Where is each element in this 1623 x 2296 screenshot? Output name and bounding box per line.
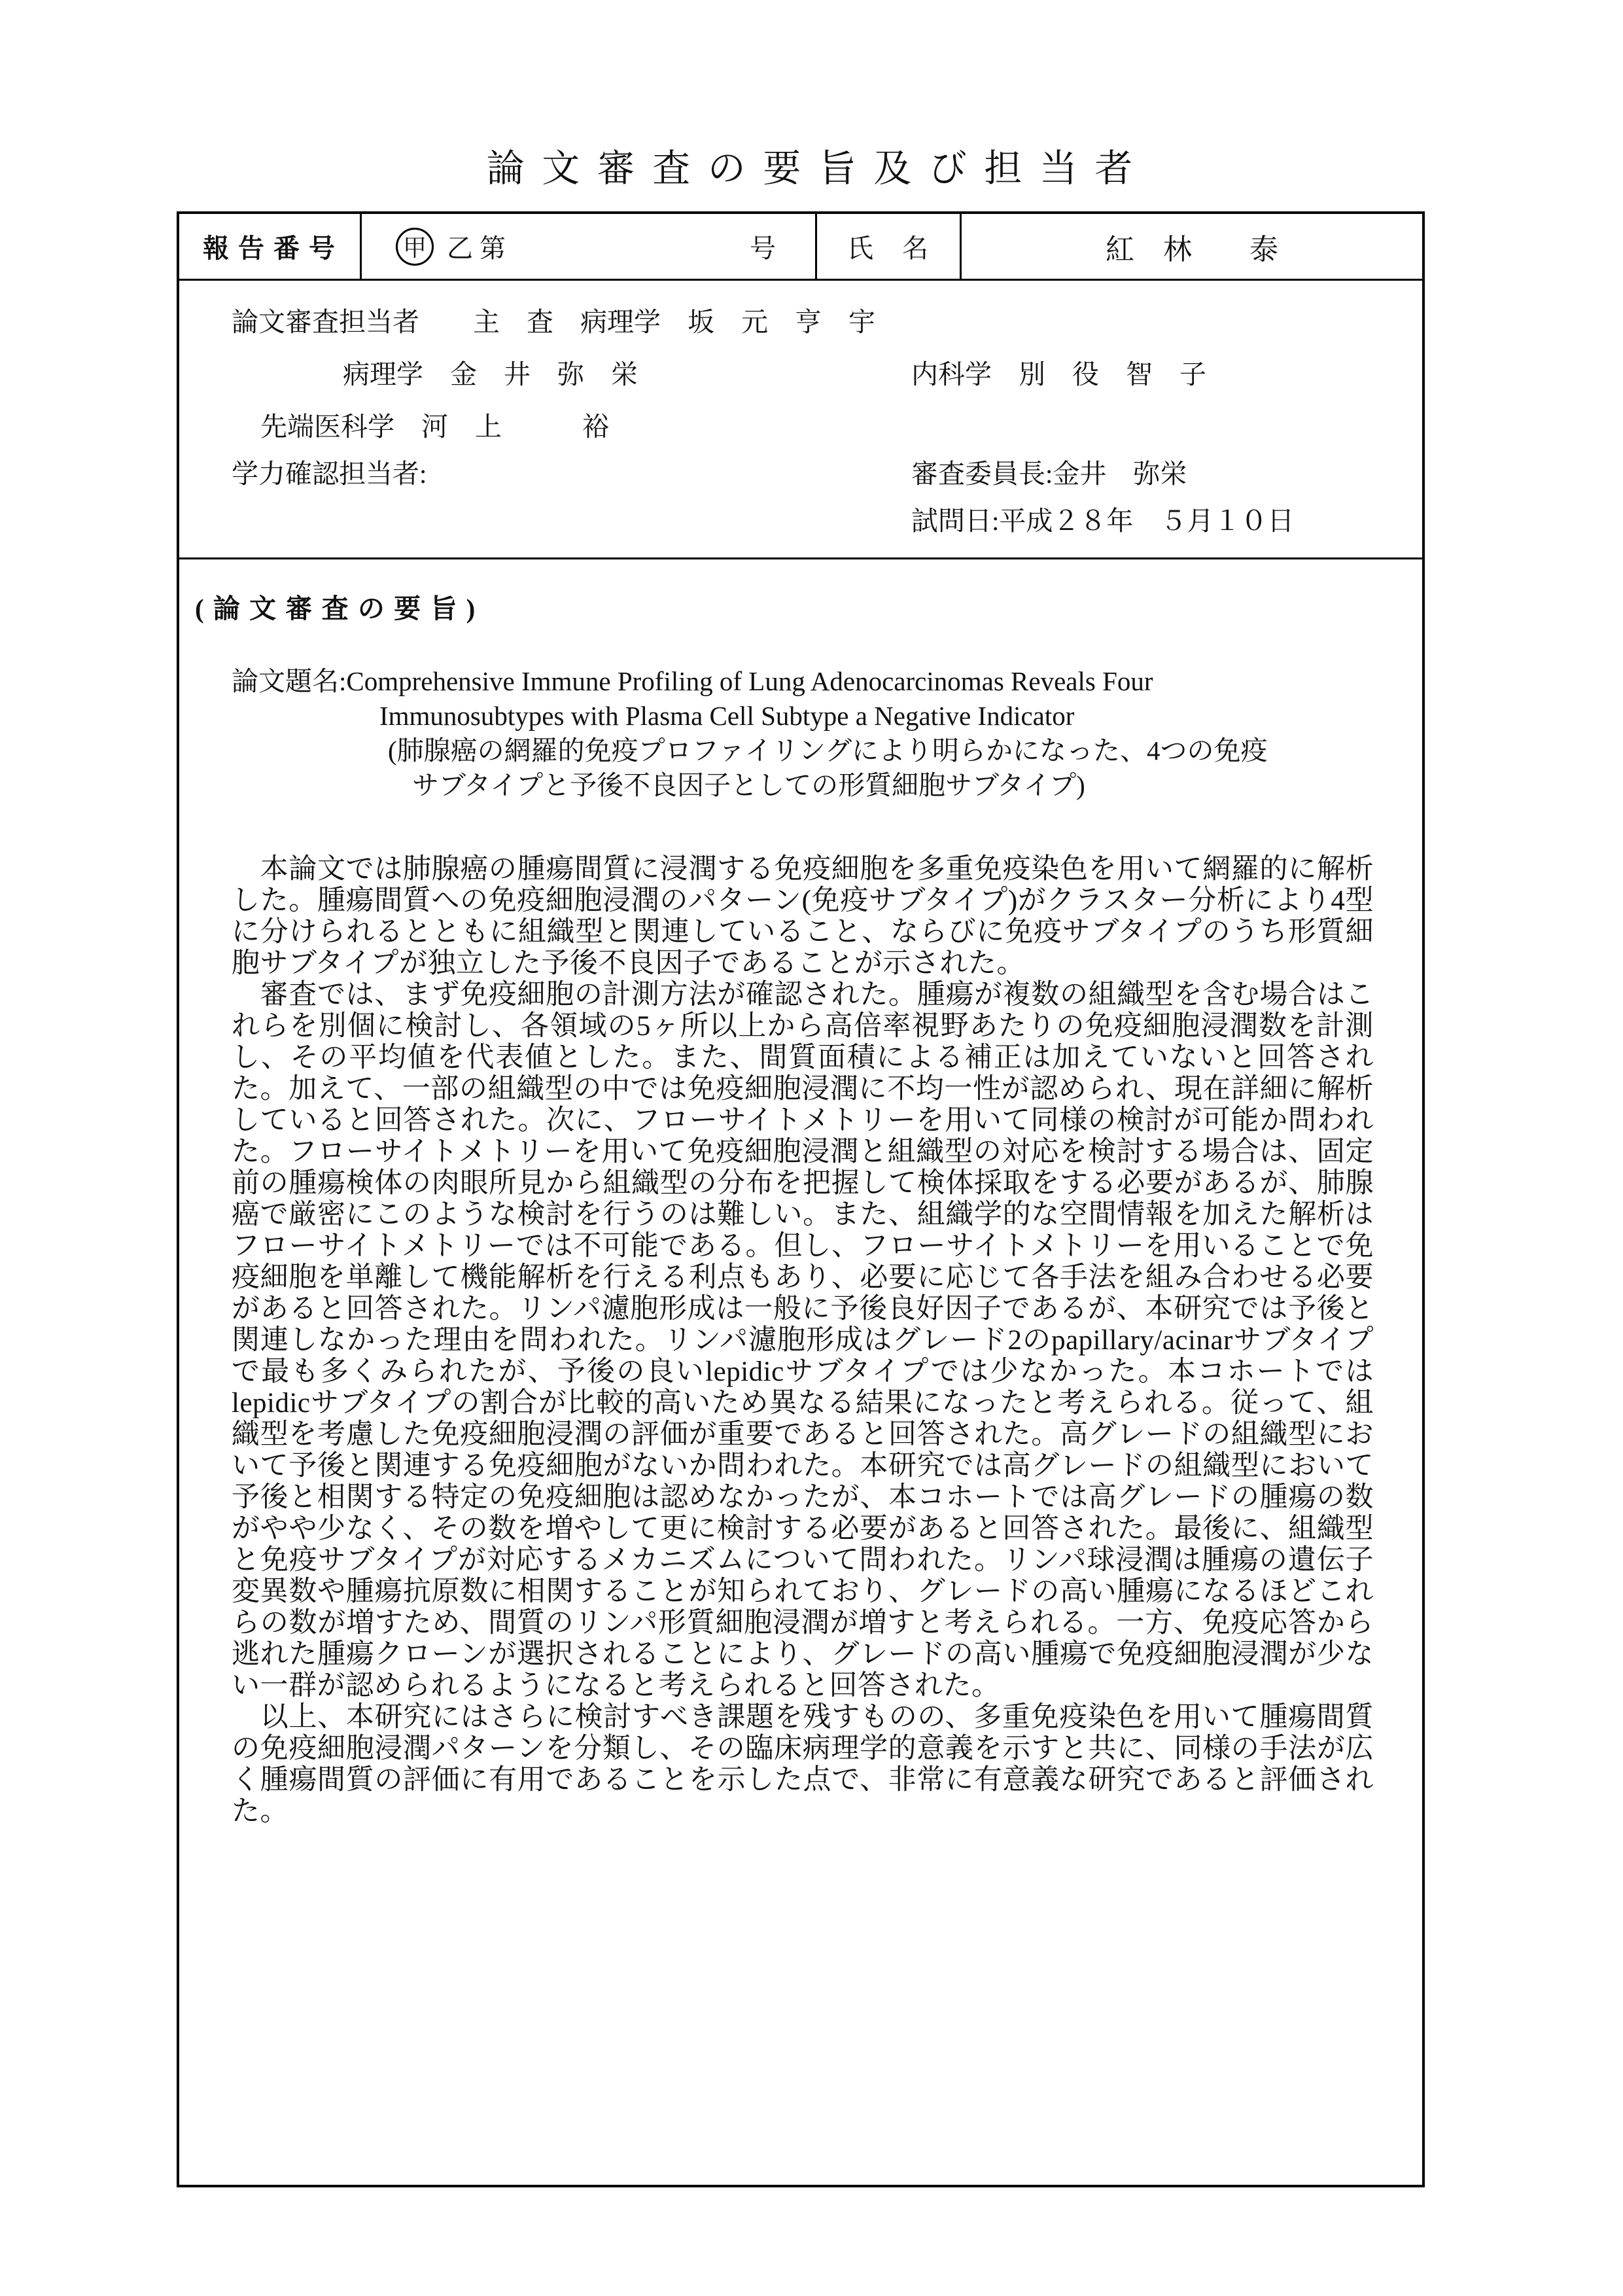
committee-member-pathology: 病理学 金 井 弥 栄 xyxy=(343,359,638,389)
name-label: 氏 名 xyxy=(817,214,962,279)
report-number-label: 報 告 番 号 xyxy=(179,214,362,279)
abstract-heading: ( 論 文 審 査 の 要 旨 ) xyxy=(195,593,477,624)
abstract-body xyxy=(232,854,1374,1828)
header-row xyxy=(179,214,1422,281)
gou-label: 号 xyxy=(750,234,776,263)
thesis-title-line-2: Immunosubtypes with Plasma Cell Subtype a Negative Indicator xyxy=(379,701,1075,731)
thesis-title-block xyxy=(232,664,1268,803)
name-value: 紅 林 泰 xyxy=(1106,233,1278,266)
kou-circled-mark: 甲 xyxy=(396,228,434,266)
page-title: 論 文 審 査 の 要 旨 及 び 担 当 者 xyxy=(486,147,1137,190)
academic-verification-label: 学力確認担当者: xyxy=(232,459,427,489)
report-number-cell xyxy=(362,214,817,279)
committee-chief-examiner: 論文審査担当者 主 査 病理学 坂 元 亨 宇 xyxy=(232,307,875,337)
thesis-title-line-1: 論文題名:Comprehensive Immune Profiling of Lung Adenocarcinomas Reveals Four xyxy=(232,666,1153,696)
abstract-section xyxy=(179,559,1422,2185)
committee-member-advanced-medicine: 先端医科学 河 上 裕 xyxy=(260,412,609,442)
examination-date: 試問日:平成２８年 ５月１０日 xyxy=(911,506,1295,536)
main-table xyxy=(177,211,1425,2187)
thesis-title-line-4: サブタイプと予後不良因子としての形質細胞サブタイプ) xyxy=(412,770,1085,800)
committee-section xyxy=(179,281,1422,559)
thesis-title-line-3: (肺腺癌の網羅的免疫プロファイリングにより明らかになった、4つの免疫 xyxy=(388,735,1268,766)
abstract-paragraph-3: 以上、本研究にはさらに検討すべき課題を残すものの、多重免疫染色を用いて腫瘍間質の免疫細胞浸潤パターンを分類し、その臨床病理学的意義を示すと共に、同様の手法が広く腫瘍間質の評価に有用であることを示した点で、非常に有意義な研究であると評価された。 xyxy=(232,1702,1374,1827)
committee-member-internal-medicine: 内科学 別 役 智 子 xyxy=(911,359,1206,389)
abstract-paragraph-2: 審査では、まず免疫細胞の計測方法が確認された。腫瘍が複数の組織型を含む場合はこれらを別個に検討し、各領域の5ヶ所以上から高倍率視野あたりの免疫細胞浸潤数を計測し、その平均値を代表値とした。また、間質面積による補正は加えていないと回答された。加えて、一部の組織型の中では免疫細胞浸潤に不均一性が認められ、現在詳細に解析していると回答された。次に、フローサイトメトリーを用いて同様の検討が可能か問われた。フローサイトメトリーを用いて免疫細胞浸潤と組織型の対応を検討する場合は、固定前の腫瘍検体の肉眼所見から組織型の分布を把握して検体採取をする必要があるが、肺腺癌で厳密にこのような検討を行うのは難しい。また、組織学的な空間情報を加えた解析はフローサイトメトリーでは不可能である。但し、フローサイトメトリーを用いることで免疫細胞を単離して機能解析を行える利点もあり、必要に応じて各手法を組み合わせる必要があると回答された。リンパ濾胞形成は一般に予後良好因子であるが、本研究では予後と関連しなかった理由を問われた。リンパ濾胞形成はグレード2のpapillary/acinarサブタイプで最も多くみられたが、予後の良いlepidicサブタイプでは少なかった。本コホートではlepidicサブタイプの割合が比較的高いため異なる結果になったと考えられる。従って、組織型を考慮した免疫細胞浸潤の評価が重要であると回答された。高グレードの組織型において予後と関連する免疫細胞がないか問われた。本研究では高グレードの組織型において予後と相関する特定の免疫細胞は認めなかったが、本コホートでは高グレードの腫瘍の数がやや少なく、その数を増やして更に検討する必要があると回答された。最後に、組織型と免疫サブタイプが対応するメカニズムについて問われた。リンパ球浸潤は腫瘍の遺伝子変異数や腫瘍抗原数に相関することが知られており、グレードの高い腫瘍になるほどこれらの数が増すため、間質のリンパ形質細胞浸潤が増すと考えられる。一方、免疫応答から逃れた腫瘍クローンが選択されることにより、グレードの高い腫瘍で免疫細胞浸潤が少ない一群が認められるようになると考えられると回答された。 xyxy=(232,980,1374,1701)
abstract-paragraph-1: 本論文では肺腺癌の腫瘍間質に浸潤する免疫細胞を多重免疫染色を用いて網羅的に解析した。腫瘍間質への免疫細胞浸潤のパターン(免疫サブタイプ)がクラスター分析により4型に分けられるとともに組織型と関連していること、ならびに免疫サブタイプのうち形質細胞サブタイプが独立した予後不良因子であることが示された。 xyxy=(232,854,1374,979)
committee-chair: 審査委員長:金井 弥栄 xyxy=(911,459,1187,489)
otsu-dai-label: 乙 第 xyxy=(447,234,506,263)
